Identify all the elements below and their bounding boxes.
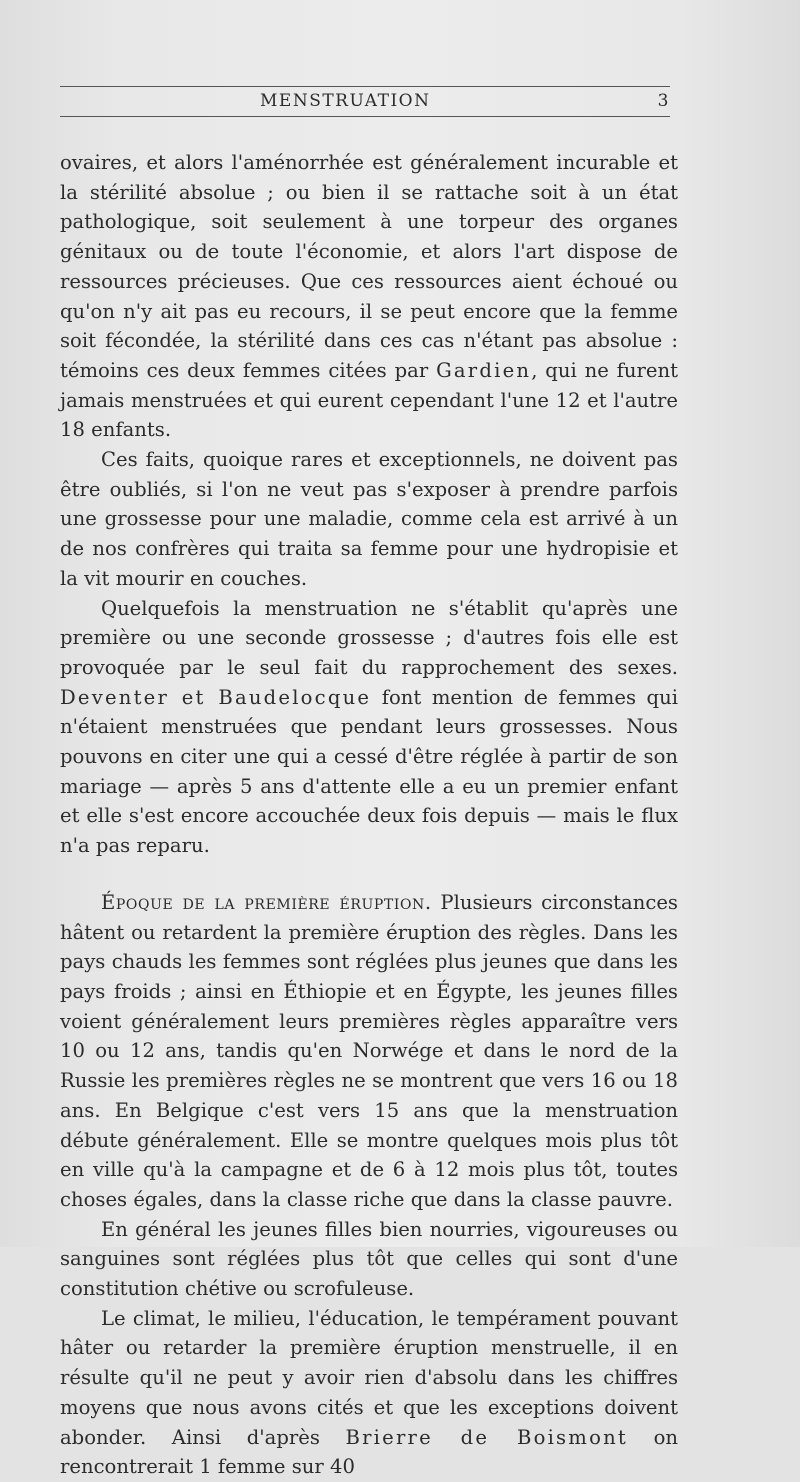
paragraph-6-text-b: on rencontrerait 1 femme sur 40 <box>60 1425 678 1479</box>
section-heading: Époque de la première éruption. <box>101 890 432 914</box>
running-title: MENSTRUATION <box>260 91 431 111</box>
page-number: 3 <box>657 91 670 111</box>
paragraph-4-text: Plusieurs circonstances hâtent ou retardent la première éruption des règles. Dans les pays chauds les femmes sont réglées plus jeunes que dans les pays froids ; ainsi en Éthiopie et en Égypte, les jeunes filles voient généralement leurs premières règles apparaître vers 10 ou 12 ans, tandis qu'en Norwége et dans le nord de la Russie les premières règles ne se montrent que vers 16 ou 18 ans. En Belgique c'est vers 15 ans que la menstruation débute généralement. Elle se montre quelques mois plus tôt en ville qu'à la campagne et de 6 à 12 mois plus tôt, toutes choses égales, dans la classe riche que dans la classe pauvre. <box>60 890 678 1211</box>
paragraph-3-text-a: Quelquefois la menstruation ne s'établit qu'après une première ou une seconde grossesse ; d'autres fois elle est provoquée par le seul fait du rapprochement des sexes. <box>60 596 678 679</box>
paragraph-5: En général les jeunes filles bien nourries, vigoureuses ou sanguines sont réglées plus tôt que celles qui sont d'une constitution chétive ou scrofuleuse. <box>60 1217 678 1301</box>
paragraph-6-text-a: Le climat, le milieu, l'éducation, le tempérament pouvant hâter ou retarder la première éruption menstruelle, il en résulte qu'il ne peut y avoir rien d'absolu dans les chiffres moyens que nous avons cités et que les exceptions doivent abonder. Ainsi d'après <box>60 1306 678 1449</box>
paragraph-3-text-b: font mention de femmes qui n'étaient menstruées que pendant leurs grossesses. Nous pouvons en citer une qui a cessé d'être réglée à partir de son mariage — après 5 ans d'attente elle a eu un premier enfant et elle s'est encore accouchée deux fois depuis — mais le flux n'a pas reparu. <box>60 685 678 858</box>
paragraph-1-text-a: ovaires, et alors l'aménorrhée est généralement incurable et la stérilité absolue ; ou bien il se rattache soit à un état pathologique, soit seulement à une torpeur des organes génitaux ou de toute l'économie, et alors l'art dispose de ressources précieuses. Que ces ressources aient échoué ou qu'on n'y ait pas eu recours, il se peut encore que la femme soit fécondée, la stérilité dans ces cas n'étant pas absolue : témoins ces deux femmes citées par <box>60 151 678 382</box>
author-names-deventer-baudelocque: Deventer et Baudelocque <box>60 685 372 709</box>
paragraph-3 <box>60 594 678 861</box>
paragraph-1 <box>60 148 678 445</box>
header-rule-bottom <box>60 116 670 117</box>
paragraph-4 <box>60 888 678 1215</box>
running-head <box>60 91 670 115</box>
body-text <box>60 148 678 1482</box>
paragraph-6 <box>60 1304 678 1482</box>
author-name-brierre-de-boismont: Brierre de Boismont <box>345 1425 628 1449</box>
paragraph-2: Ces faits, quoique rares et exceptionnels, ne doivent pas être oubliés, si l'on ne veut pas s'exposer à prendre parfois une grossesse pour une maladie, comme cela est arrivé à un de nos confrères qui traita sa femme pour une hydropisie et la vit mourir en couches. <box>60 448 678 590</box>
paragraph-1-text-b: , qui ne furent jamais menstruées et qui eurent cependant l'une 12 et l'autre 18 enfants. <box>60 358 678 442</box>
author-name-gardien: Gardien <box>436 358 532 382</box>
header-rule-top <box>60 86 670 87</box>
